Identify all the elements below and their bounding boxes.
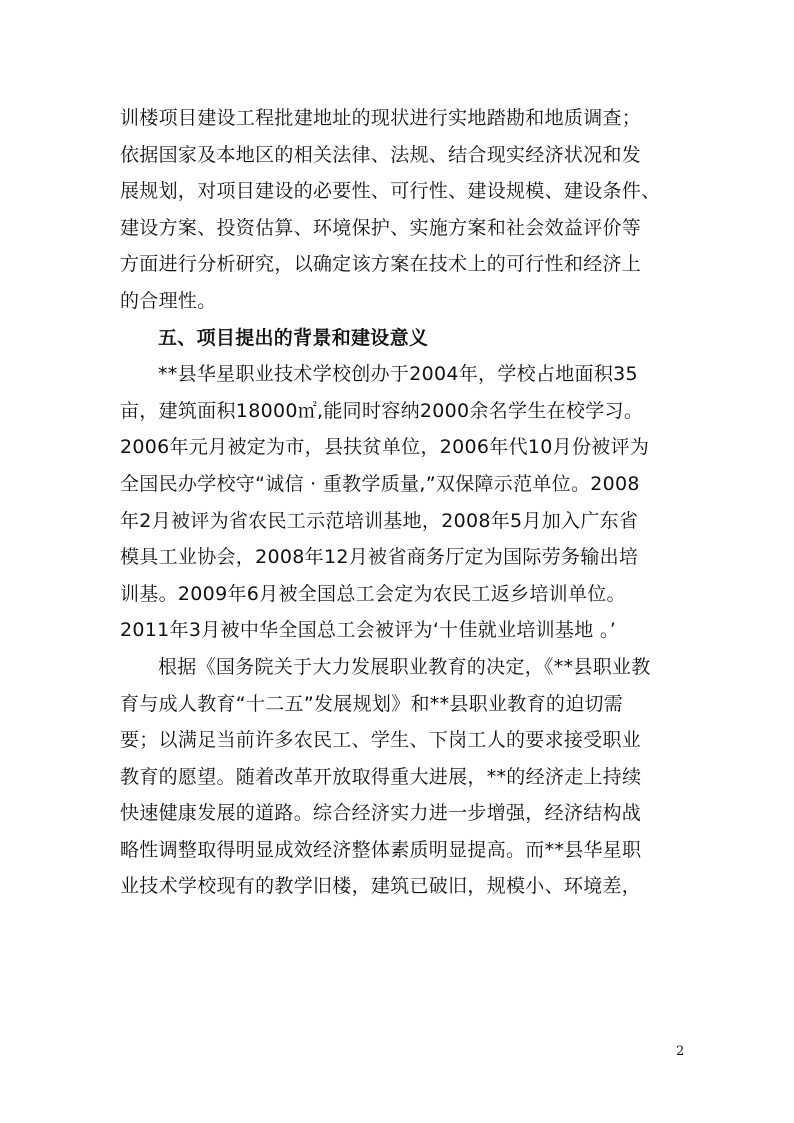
body-line: 略性调整取得明显成效经济整体素质明显提高。而**县华星职: [120, 838, 642, 861]
section-heading: 五、项目提出的背景和建设意义: [158, 326, 429, 349]
paragraph-first-line: **县华星职业技术学校创办于2004年，学校占地面积35: [158, 363, 638, 386]
body-line: 2011年3月被中华全国总工会被评为‘十佳就业培训基地 。’: [120, 619, 617, 642]
body-line: 训楼项目建设工程批建地址的现状进行实地踏勘和地质调查；: [120, 107, 642, 129]
body-line: 要；以满足当前许多农民工、学生、下岗工人的要求接受职业: [120, 729, 642, 752]
paragraph-first-line: 根据《国务院关于大力发展职业教育的决定，《**县职业教: [158, 655, 651, 678]
body-line: 亩，建筑面积18000㎡,能同时容纳2000余名学生在校学习。: [120, 399, 644, 422]
body-line: 建设方案、投资估算、环境保护、实施方案和社会效益评价等: [120, 216, 642, 239]
body-line: 模具工业协会，2008年12月被省商务厅定为国际劳务输出培: [120, 546, 639, 569]
body-line: 业技术学校现有的教学旧楼，建筑已破旧，规模小、环境差，: [120, 875, 642, 898]
body-line: 训基。2009年6月被全国总工会定为农民工返乡培训单位。: [120, 582, 626, 605]
body-line: 全国民办学校守“诚信 · 重教学质量,”双保障示范单位。2008: [120, 472, 640, 495]
body-line: 2006年元月被定为市，县扶贫单位，2006年代10月份被评为: [120, 436, 650, 459]
body-line: 年2月被评为省农民工示范培训基地，2008年5月加入广东省: [120, 509, 639, 532]
body-line: 依据国家及本地区的相关法律、法规、结合现实经济状况和发: [120, 143, 642, 166]
body-line: 的合理性。: [120, 289, 217, 312]
page-number: 2: [676, 1044, 685, 1059]
document-body: [120, 100, 695, 905]
body-line: 展规划，对项目建设的必要性、可行性、建设规模、建设条件、: [120, 180, 661, 203]
body-line: 快速健康发展的道路。综合经济实力进一步增强，经济结构战: [120, 802, 642, 825]
body-line: 教育的愿望。随着改革开放取得重大进展，**的经济走上持续: [120, 765, 642, 788]
body-line: 育与成人教育“十二五”发展规划》和**县职业教育的迫切需: [120, 692, 624, 715]
body-line: 方面进行分析研究，以确定该方案在技术上的可行性和经济上: [120, 253, 642, 276]
